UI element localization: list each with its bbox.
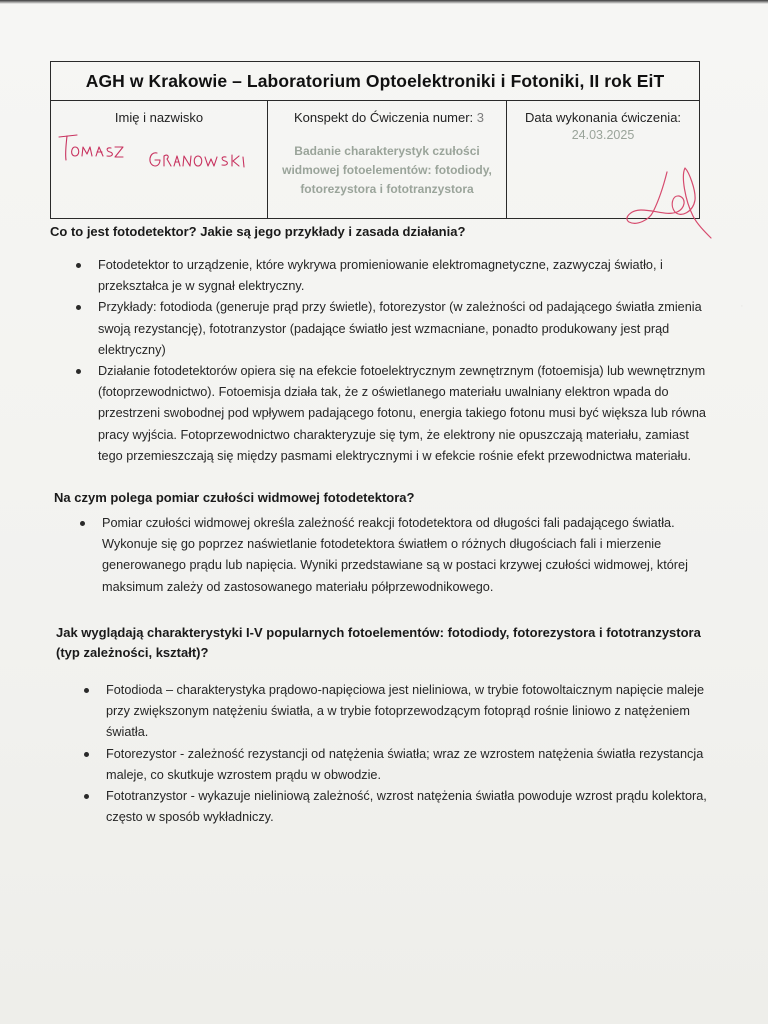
list-item-text: Fotodetektor to urządzenie, które wykrywa promieniowanie elektromagnetyczne, zazwyczaj światło, i przekształca je w sygnał elektryczny.: [98, 258, 663, 294]
document-page: AGH w Krakowie – Laboratorium Optoelektroniki i Fotoniki, II rok EiT Imię i nazwisko Konspekt do Ćwiczenia numer: 3 Badanie charakterystyk czułości widmowej fotoelementów: fotodiody, fotorezystora i fototranzystora Data wykonania ćwiczenia: 24.03.2025 · Co to jest fotodetektor? Jakie są jego przykłady i zasada działania? Fotodetektor to urządzenie, które wykrywa promieniowanie elektromagnetyczne, zazwyczaj światło, i przekształca je w sygnał elektryczny. Przykłady: fotodioda (generuje prąd przy świetle), fotorezystor (w zależności od padającego światła zmienia swoją rezystancję), fototranzystor (padające światło jest wzmacniane, ponadto produkowany jest prąd elektryczny) Działanie fotodetektorów opiera się na efekcie fotoelektrycznym zewnętrznym (fotoemisja) lub wewnętrznym (fotoprzewodnictwo). Fotoemisja działa tak, że z oświetlanego materiału uwalniany elektron wpada do przestrzeni swobodnej pod wpływem padającego fotonu, energia takiego fotonu musi być większa lub równa pracy wyjścia. Fotoprzewodnictwo charakteryzuje się tym, że elektrony nie opuszczają materiału, zamiast tego przemieszczają się między pasmami elektrycznymi i w efekcie rośnie efekt przewodnictwa materiału. Na czym polega pomiar czułości widmowej fotodetektora? Pomiar czułości widmowej określa zależność reakcji fotodetektora od długości fali padającego światła. Wykonuje się go poprzez naświetlanie fotodetektora światłem o różnych długościach fali i mierzenie generowanego prądu lub napięcia. Wyniki przedstawiane są w postaci krzywej czułości widmowej, której maksimum zależy od zastosowanego materiału półprzewodnikowego. Jak wyglądają charakterystyki I-V popularnych fotoelementów: fotodiody, fotorezystora i fototranzystora (typ zależności, kształt)? Fotodioda – charakterystyka prądowo-napięciowa jest nieliniowa, w trybie fotowoltaicznym napięcie maleje przy zwiększonym natężeniu światła, a w trybie fotoprzewodzącym fotoprąd rośnie liniowo z natężeniem światła. Fotorezystor - zależność rezystancji od natężenia światła; wraz ze wzrostem natężenia światła rezystancja maleje, co skutkuje wzrostem prądu w obwodzie. Fototranzystor - wykazuje nieliniową zależność, wzrost natężenia światła powoduje wzrost prądu kolektora, często w sposób wykładniczy.: [0, 0, 768, 1024]
list-item: [80, 513, 716, 598]
bullet-icon: [76, 263, 81, 268]
list-item-text: Fotorezystor - zależność rezystancji od natężenia światła; wraz ze wzrostem natężenia światła rezystancja maleje, co skutkuje wzrostem prądu w obwodzie.: [106, 746, 704, 782]
name-cell: [51, 101, 268, 219]
list-item-text: Przykłady: fotodioda (generuje prąd przy świetle), fotorezystor (w zależności od padającego światła zmienia swoją rezystancję), fototranzystor (padające światło jest wzmacniane, ponadto produkowany jest prąd elektryczny): [98, 300, 702, 357]
bullet-icon: [80, 521, 85, 526]
topic-number: 3: [476, 110, 485, 125]
list-item-text: Fotodioda – charakterystyka prądowo-napięciowa jest nieliniowa, w trybie fotowoltaicznym napięcie maleje przy zwiększonym natężeniu światła, a w trybie fotoprzewodzącym fotoprąd rośnie liniowo z natężeniem światła.: [106, 683, 705, 740]
list-item: [84, 680, 718, 744]
page-edge-shadow: [0, 0, 768, 4]
date-label: Data wykonania ćwiczenia:: [524, 110, 682, 125]
list-item: [76, 255, 712, 297]
list-item-text: Działanie fotodetektorów opiera się na efekcie fotoelektrycznym zewnętrznym (fotoemisja) lub wewnętrznym (fotoprzewodnictwo). Fotoemisja działa tak, że z oświetlanego materiału uwalniany elektron wpada do przestrzeni swobodnej pod wpływem padającego fotonu, energia takiego fotonu musi być większa lub równa pracy wyjścia. Fotoprzewodnictwo charakteryzuje się tym, że elektrony nie opuszczają materiału, zamiast tego przemieszczają się między pasmami elektrycznymi i w efekcie rośnie efekt przewodnictwa materiału.: [98, 364, 706, 463]
topic-cell: [268, 101, 507, 219]
list-item-text: Pomiar czułości widmowej określa zależność reakcji fotodetektora od długości fali padającego światła. Wykonuje się go poprzez naświetlanie fotodetektora światłem o różnych długościach fali i mierzenie generowanego prądu lub napięcia. Wyniki przedstawiane są w postaci krzywej czułości widmowej, której maksimum zależy od zastosowanego materiału półprzewodnikowego.: [102, 516, 688, 594]
bullet-icon: [76, 369, 81, 374]
topic-label: [268, 110, 506, 125]
handwritten-name: [51, 123, 266, 183]
question-3: Jak wyglądają charakterystyki I-V popularnych fotoelementów: fotodiody, fotorezystora i fototranzystora (typ zależności, kształt)?: [56, 625, 701, 660]
list-item: [76, 297, 712, 361]
bullet-icon: [84, 688, 89, 693]
document-title: AGH w Krakowie – Laboratorium Optoelektroniki i Fotoniki, II rok EiT: [51, 62, 699, 101]
header-table: [50, 61, 700, 219]
list-item: [84, 786, 718, 828]
date-value: 24.03.2025: [571, 128, 635, 142]
list-item: [84, 744, 718, 786]
bullet-icon: [84, 752, 89, 757]
question-2: Na czym polega pomiar czułości widmowej fotodetektora?: [54, 490, 415, 505]
topic-label-text: Konspekt do Ćwiczenia numer:: [293, 110, 474, 125]
bullet-icon: [84, 794, 89, 799]
section-1-list: [76, 255, 712, 467]
question-1: Co to jest fotodetektor? Jakie są jego przykłady i zasada działania?: [50, 224, 466, 239]
list-item-text: Fototranzystor - wykazuje nieliniową zależność, wzrost natężenia światła powoduje wzrost prądu kolektora, często w sposób wykładniczy.: [106, 789, 707, 825]
list-item: [76, 361, 712, 467]
header-row: [51, 101, 699, 219]
name-label: Imię i nazwisko: [114, 110, 204, 125]
section-3-list: [84, 680, 718, 828]
section-2-list: [80, 513, 716, 598]
bullet-icon: [76, 305, 81, 310]
topic-title: Badanie charakterystyk czułości widmowej fotoelementów: fotodiody, fotorezystora i fototranzystora: [282, 144, 492, 196]
